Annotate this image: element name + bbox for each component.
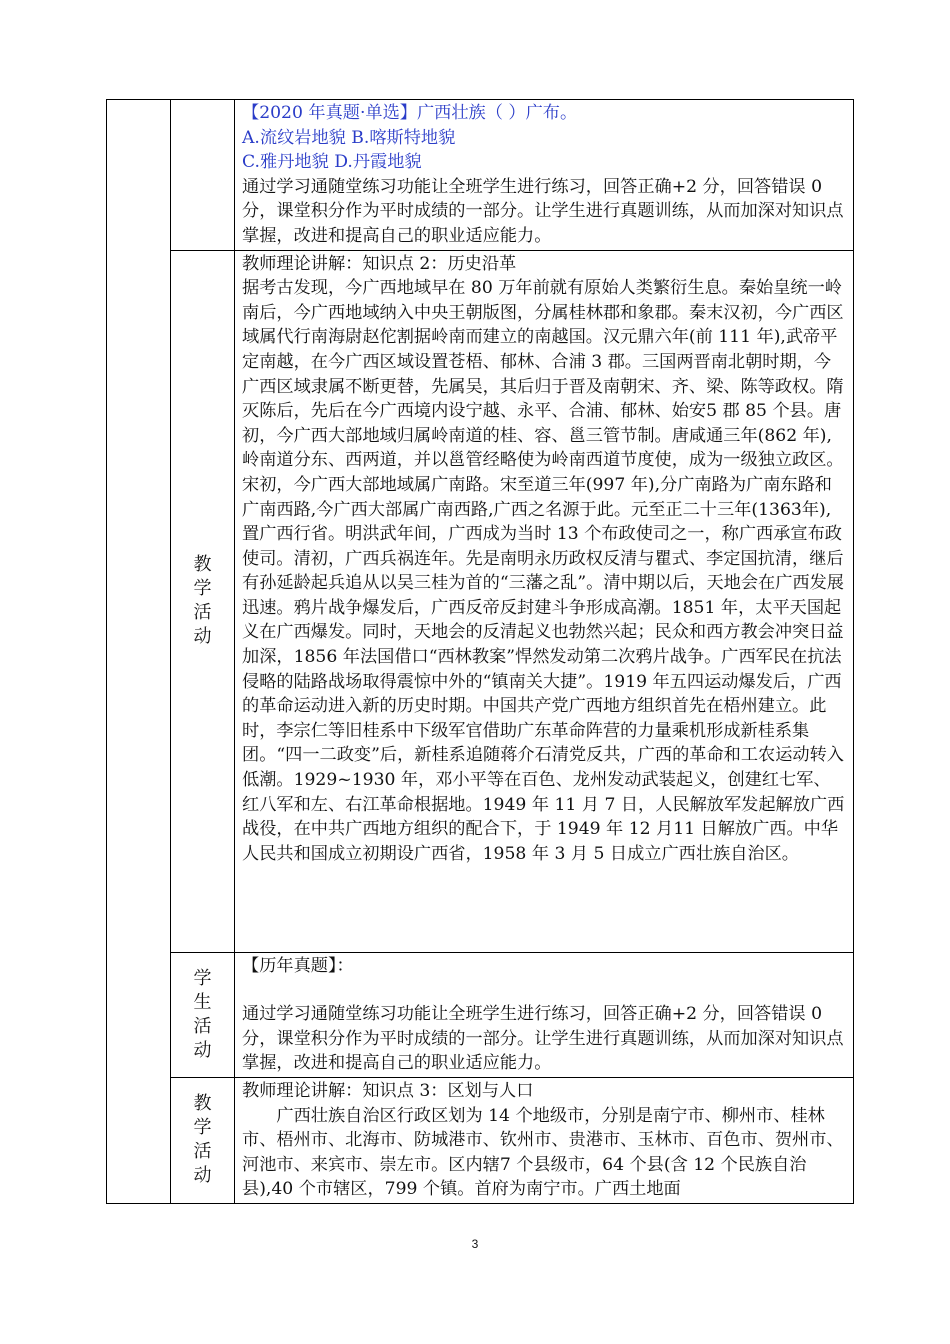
- table-row: [107, 952, 854, 1077]
- lesson-plan-table: [106, 99, 854, 1204]
- content-cell: [235, 100, 854, 251]
- content-cell: [235, 1077, 854, 1203]
- stage-column-cell: [107, 100, 171, 1204]
- history-body-text: 据考古发现，今广西地域早在 80 万年前就有原始人类繁衍生息。秦始皇统一岭南后，今广西地域纳入中央王朝版图，分属桂林郡和象郡。秦末汉初，今广西区域属代行南海尉赵佗割据岭南而建立的南越国。汉元鼎六年(前 111 年),武帝平定南越，在今广西区域设置苍梧、郁林、合浦 3 郡。三国两晋南北朝时期，今广西区域隶属不断更替，先属吴，其后归于晋及南朝宋、齐、梁、陈等政权。隋灭陈后，先后在今广西境内设宁越、永平、合浦、郁林、始安5 郡 85 个县。唐初，今广西大部地域归属岭南道的桂、容、邕三管节制。唐咸通三年(862 年),岭南道分东、西两道，并以邕管经略使为岭南西道节度使，成为一级独立政区。宋初，今广西大部地域属广南路。宋至道三年(997 年),分广南路为广南东路和广南西路,今广西大部属广南西路,广西之名源于此。元至正二十三年(1363年),置广西行省。明洪武年间，广西成为当时 13 个布政使司之一，称广西承宣布政使司。清初，广西兵祸连年。先是南明永历政权反清与瞿式、李定国抗清，继后有孙延龄起兵追从以吴三桂为首的“三藩之乱”。清中期以后，天地会在广西发展迅速。鸦片战争爆发后，广西反帝反封建斗争形成高潮。1851 年，太平天国起义在广西爆发。同时，天地会的反清起义也勃然兴起；民众和西方教会冲突日益加深，1856 年法国借口“西林教案”悍然发动第二次鸦片战争。广西军民在抗法侵略的陆路战场取得震惊中外的“镇南关大捷”。1919 年五四运动爆发后，广西的革命运动进入新的历史时期。中国共产党广西地方组织首先在梧州建立。此时，李宗仁等旧桂系中下级军官借助广东革命阵营的力量乘机形成新桂系集团。“四一二政变”后，新桂系追随蒋介石清党反共，广西的革命和工农运动转入低潮。1929~1930 年，邓小平等在百色、龙州发动武装起义，创建红七军、红八军和左、右江革命根据地。1949 年 11 月 7 日，人民解放军发起解放广西战役，在中共广西地方组织的配合下，于 1949 年 12 月11 日解放广西。中华人民共和国成立初期设广西省，1958 年 3 月 5 日成立广西壮族自治区。: [242, 278, 845, 864]
- content-cell: [235, 952, 854, 1077]
- content-cell: [235, 250, 854, 952]
- section-heading: 【历年真题】：: [242, 955, 354, 976]
- section-heading: 教师理论讲解：知识点 3：区划与人口: [242, 1080, 534, 1101]
- table-row: [107, 1077, 854, 1203]
- section-heading: 教师理论讲解：知识点 2：历史沿革: [242, 253, 517, 274]
- activity-label-teaching: 教学活动: [171, 250, 235, 952]
- division-body-text: 广西壮族自治区行政区划为 14 个地级市，分别是南宁市、柳州市、桂林市、梧州市、北海市、防城港市、钦州市、贵港市、玉林市、百色市、贺州市、河池市、来宾市、崇左市。区内辖7 个县级市，64 个县(含 12 个民族自治县),40 个市辖区，799 个镇。首府为南宁市。广西土地面: [242, 1105, 844, 1200]
- activity-label-student: 学生活动: [171, 952, 235, 1077]
- practice-note: 通过学习通随堂练习功能让全班学生进行练习，回答正确+2 分，回答错误 0 分，课堂积分作为平时成绩的一部分。让学生进行真题训练，从而加深对知识点掌握，改进和提高自己的职业适应能力。: [242, 176, 844, 246]
- table-row: [107, 250, 854, 952]
- blank-line: [242, 978, 847, 1002]
- activity-label-cell: [171, 100, 235, 251]
- question-options-ab: A.流纹岩地貌 B.喀斯特地貌: [242, 127, 456, 148]
- question-options-cd: C.雅丹地貌 D.丹霞地貌: [242, 152, 422, 173]
- page-number: 3: [471, 1237, 479, 1251]
- question-title: 【2020 年真题·单选】广西壮族（ ）广布。: [242, 103, 578, 123]
- activity-label-teaching: 教学活动: [171, 1077, 235, 1203]
- practice-note: 通过学习通随堂练习功能让全班学生进行练习，回答正确+2 分，回答错误 0 分，课堂积分作为平时成绩的一部分。让学生进行真题训练，从而加深对知识点掌握，改进和提高自己的职业适应能力。: [242, 1004, 844, 1074]
- table-row: [107, 100, 854, 251]
